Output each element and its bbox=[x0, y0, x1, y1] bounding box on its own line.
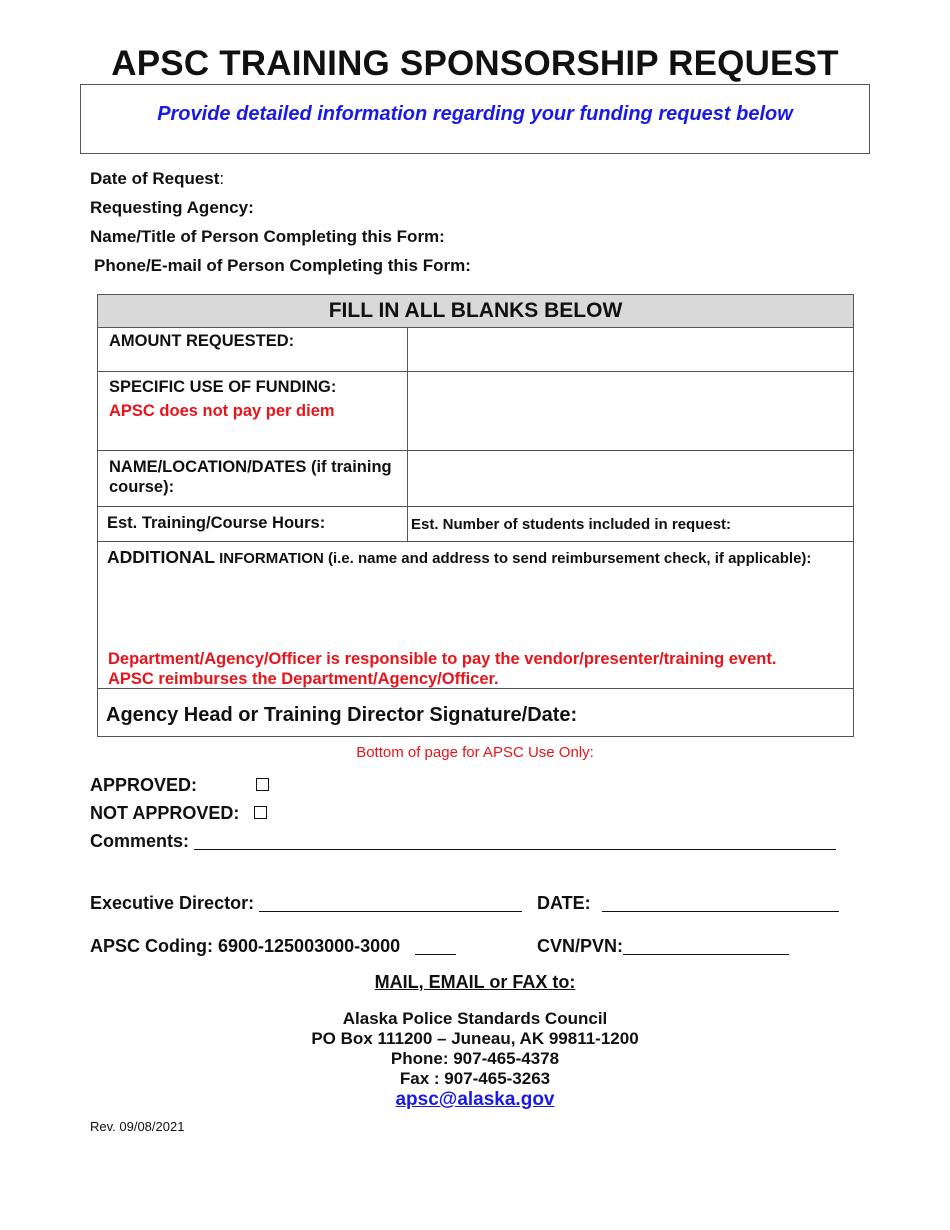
form-title: APSC TRAINING SPONSORSHIP REQUEST bbox=[111, 44, 839, 83]
number-of-students-label[interactable]: Est. Number of students included in request: bbox=[411, 516, 732, 533]
fax-number: Fax : 907-465-3263 bbox=[399, 1069, 551, 1088]
requesting-agency-label: Requesting Agency: bbox=[90, 198, 254, 217]
apsc-coding-label: APSC Coding: 6900-125003000-3000 bbox=[90, 936, 401, 956]
contact-address bbox=[0, 1009, 950, 1110]
payment-notice-line2: APSC reimburses the Department/Agency/Officer. bbox=[108, 670, 499, 688]
mail-email-fax-heading: MAIL, EMAIL or FAX to: bbox=[374, 972, 576, 992]
table-header: FILL IN ALL BLANKS BELOW bbox=[98, 295, 853, 327]
approved-checkbox[interactable] bbox=[256, 778, 269, 791]
director-date-row bbox=[537, 893, 839, 914]
approved-row bbox=[90, 775, 269, 796]
approved-label: APPROVED: bbox=[90, 775, 198, 795]
signature-date-label[interactable]: Agency Head or Training Director Signature/Date: bbox=[106, 704, 578, 726]
date-of-request-line bbox=[90, 169, 224, 189]
additional-label-rest: INFORMATION (i.e. name and address to send reimbursement check, if applicable): bbox=[214, 550, 812, 567]
phone-email-label: Phone/E-mail of Person Completing this Form: bbox=[94, 256, 471, 275]
organization-name: Alaska Police Standards Council bbox=[342, 1009, 608, 1028]
payment-notice-line1: Department/Agency/Officer is responsible to pay the vendor/presenter/training event. bbox=[108, 650, 777, 668]
director-date-blank[interactable] bbox=[602, 896, 839, 912]
cvn-pvn-blank[interactable] bbox=[623, 939, 789, 955]
po-box-address: PO Box 111200 – Juneau, AK 99811-1200 bbox=[311, 1029, 639, 1048]
instruction-text: Provide detailed information regarding your funding request below bbox=[157, 103, 793, 125]
specific-use-field[interactable] bbox=[408, 372, 854, 450]
name-title-label: Name/Title of Person Completing this Form: bbox=[90, 227, 445, 246]
not-approved-checkbox[interactable] bbox=[254, 806, 267, 819]
instruction-box bbox=[80, 84, 870, 154]
email-link[interactable]: apsc@alaska.gov bbox=[395, 1089, 555, 1110]
comments-label: Comments: bbox=[90, 831, 190, 851]
apsc-use-only-note: Bottom of page for APSC Use Only: bbox=[356, 744, 594, 761]
executive-director-blank[interactable] bbox=[259, 896, 522, 912]
additional-info-label[interactable] bbox=[107, 547, 811, 569]
date-of-request-colon: : bbox=[219, 169, 225, 188]
specific-use-label: SPECIFIC USE OF FUNDING: bbox=[109, 378, 337, 396]
request-table bbox=[97, 294, 854, 737]
cvn-pvn-label: CVN/PVN: bbox=[537, 936, 624, 956]
additional-label-big: ADDITIONAL bbox=[107, 547, 215, 567]
date-of-request-label: Date of Request bbox=[90, 169, 220, 188]
amount-requested-label: AMOUNT REQUESTED: bbox=[109, 332, 295, 350]
not-approved-row bbox=[90, 803, 267, 824]
cvn-pvn-row bbox=[537, 936, 789, 957]
revision-date: Rev. 09/08/2021 bbox=[90, 1119, 185, 1134]
name-location-dates-field[interactable] bbox=[408, 451, 854, 506]
training-hours-label[interactable]: Est. Training/Course Hours: bbox=[107, 514, 326, 532]
apsc-coding-blank[interactable] bbox=[415, 939, 456, 955]
comments-row bbox=[90, 831, 836, 852]
phone-number: Phone: 907-465-4378 bbox=[390, 1049, 560, 1068]
executive-director-row bbox=[90, 893, 522, 914]
name-location-dates-label: NAME/LOCATION/DATES (if training course): bbox=[109, 458, 392, 496]
not-approved-label: NOT APPROVED: bbox=[90, 803, 240, 823]
comments-blank[interactable] bbox=[194, 834, 836, 850]
amount-requested-field[interactable] bbox=[408, 328, 854, 371]
director-date-label: DATE: bbox=[537, 893, 591, 913]
per-diem-note: APSC does not pay per diem bbox=[109, 402, 335, 420]
apsc-coding-row bbox=[90, 936, 456, 957]
executive-director-label: Executive Director: bbox=[90, 893, 255, 913]
